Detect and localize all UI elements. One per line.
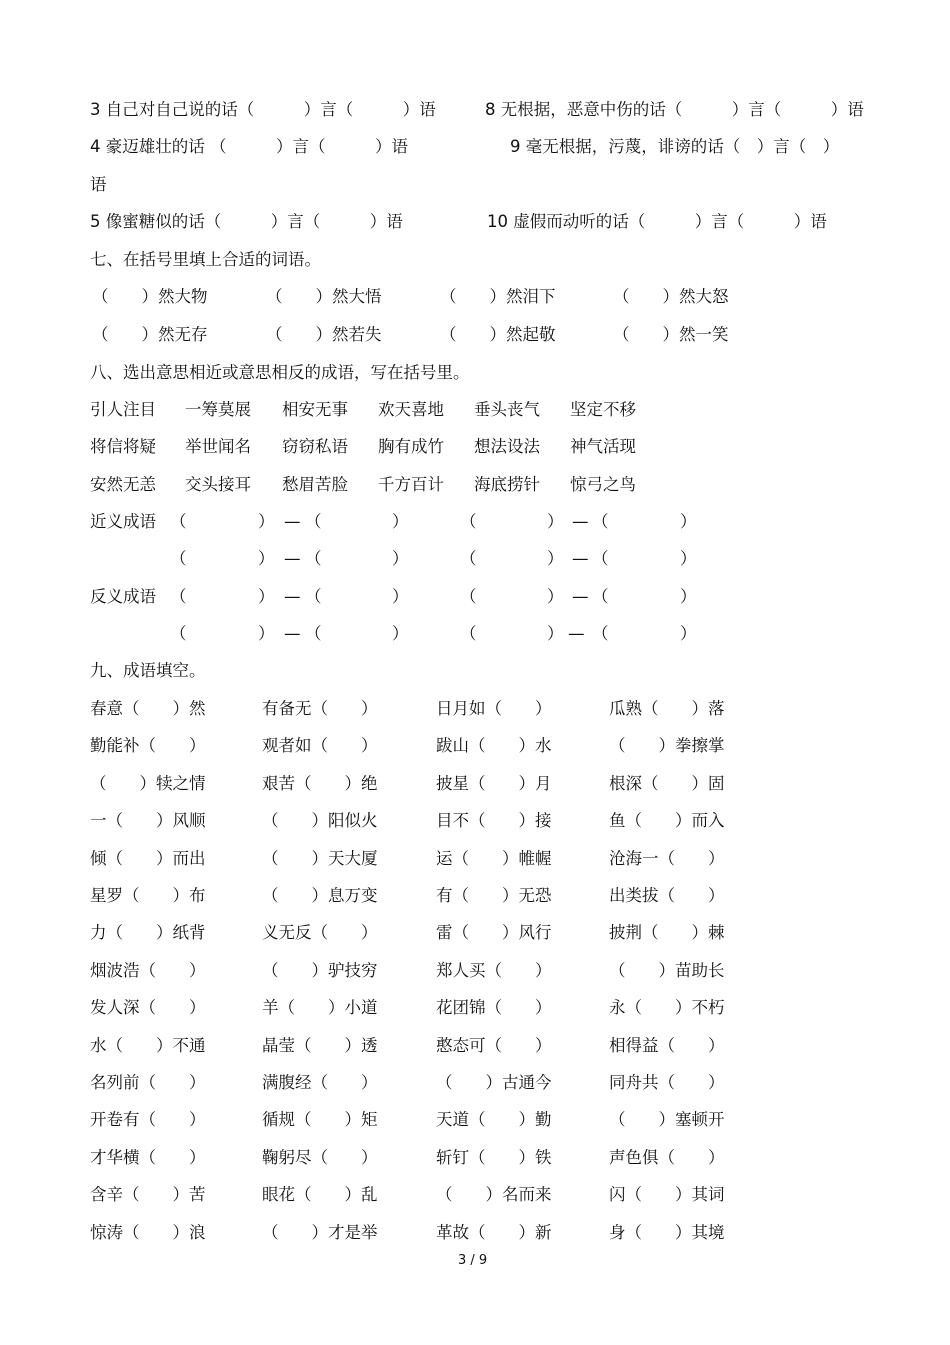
dash: — [284,549,301,568]
close-paren: ） [392,549,409,568]
item-9-wrap: 语 [90,175,107,194]
open-paren: （ [170,624,187,643]
dash: — [284,512,301,531]
idiom-fill-cell: 运（ ）帷幄 [436,849,552,868]
section-8-heading: 八、选出意思相近或意思相反的成语，写在括号里。 [90,363,470,382]
idiom: 将信将疑 [90,437,156,456]
s7-cell: （ ）然一笑 [613,325,729,344]
idiom-fill-cell: （ ）息万变 [262,886,378,905]
dash: — [572,587,589,606]
idiom-fill-cell: （ ）古通今 [436,1073,552,1092]
idiom-fill-cell: （ ）拳擦掌 [609,736,725,755]
idiom-fill-cell: （ ）天大厦 [262,849,378,868]
idiom-fill-cell: 披荆（ ）棘 [609,923,725,942]
close-paren: ） [258,512,275,531]
idiom-fill-cell: 沧海一（ ） [609,849,725,868]
close-paren: ） [680,624,697,643]
close-paren: ） [392,587,409,606]
open-paren: （ [305,549,322,568]
item-3: 3 自己对自己说的话（ ）言（ ）语 [90,100,436,119]
close-paren: ） [680,512,697,531]
idiom-fill-cell: 披星（ ）月 [436,774,552,793]
idiom-fill-cell: 花团锦（ ） [436,998,552,1017]
idiom: 安然无恙 [90,475,156,494]
s7-cell: （ ）然起敬 [440,325,556,344]
open-paren: （ [460,587,477,606]
idiom: 窃窃私语 [282,437,348,456]
idiom-fill-cell: 革故（ ）新 [436,1223,552,1242]
open-paren: （ [460,624,477,643]
item-4: 4 豪迈雄壮的话 （ ）言（ ）语 [90,137,408,156]
dash: — [572,512,589,531]
close-paren: ） [680,549,697,568]
idiom-fill-cell: 目不（ ）接 [436,811,552,830]
idiom: 举世闻名 [185,437,251,456]
open-paren: （ [592,512,609,531]
page-number: 3 / 9 [458,1253,488,1268]
idiom-fill-cell: 郑人买（ ） [436,961,552,980]
idiom-fill-cell: 鱼（ ）而入 [609,811,725,830]
idiom-fill-cell: 艰苦（ ）绝 [262,774,378,793]
idiom-fill-cell: 出类拔（ ） [609,886,725,905]
idiom: 惊弓之鸟 [570,475,636,494]
idiom: 垂头丧气 [474,400,540,419]
synonym-label: 近义成语 [90,512,156,531]
item-10: 10 虚假而动听的话（ ）言（ ）语 [487,212,827,231]
open-paren: （ [170,512,187,531]
idiom-fill-cell: 憨态可（ ） [436,1036,552,1055]
dash-long: — [568,624,585,643]
idiom-fill-cell: 天道（ ）勤 [436,1110,552,1129]
idiom-fill-cell: 鞠躬尽（ ） [262,1148,378,1167]
close-paren: ） [392,624,409,643]
s7-cell: （ ）然无存 [92,325,208,344]
s7-cell: （ ）然大悟 [266,287,382,306]
s7-cell: （ ）然大怒 [613,287,729,306]
idiom-fill-cell: （ ）驴技穷 [262,961,378,980]
idiom: 坚定不移 [570,400,636,419]
idiom: 胸有成竹 [378,437,444,456]
idiom-fill-cell: 惊涛（ ）浪 [90,1223,206,1242]
idiom-fill-cell: 勤能补（ ） [90,736,206,755]
idiom-fill-cell: 永（ ）不朽 [609,998,725,1017]
idiom-fill-cell: 跋山（ ）水 [436,736,552,755]
idiom: 海底捞针 [474,475,540,494]
antonym-label: 反义成语 [90,587,156,606]
close-paren: ） [680,587,697,606]
idiom: 想法设法 [474,437,540,456]
section-7-heading: 七、在括号里填上合适的词语。 [90,250,321,269]
idiom-fill-cell: 眼花（ ）乱 [262,1185,378,1204]
idiom-fill-cell: 才华横（ ） [90,1148,206,1167]
idiom: 愁眉苦脸 [282,475,348,494]
idiom-fill-cell: 满腹经（ ） [262,1073,378,1092]
open-paren: （ [170,549,187,568]
dash: — [284,587,301,606]
idiom-fill-cell: 名列前（ ） [90,1073,206,1092]
close-paren: ） [258,549,275,568]
idiom-fill-cell: 闪（ ）其词 [609,1185,725,1204]
close-paren: ） [547,549,564,568]
open-paren: （ [460,512,477,531]
idiom: 交头接耳 [185,475,251,494]
idiom-fill-cell: （ ）犊之情 [90,774,206,793]
dash: — [284,624,301,643]
idiom: 相安无事 [282,400,348,419]
open-paren: （ [305,512,322,531]
idiom-fill-cell: 开卷有（ ） [90,1110,206,1129]
idiom-fill-cell: 义无反（ ） [262,923,378,942]
idiom-fill-cell: 雷（ ）风行 [436,923,552,942]
idiom-fill-cell: 春意（ ）然 [90,699,206,718]
idiom-fill-cell: 循规（ ）矩 [262,1110,378,1129]
close-paren: ） [547,587,564,606]
idiom-fill-cell: 观者如（ ） [262,736,378,755]
idiom-fill-cell: 一（ ）风顺 [90,811,206,830]
idiom-fill-cell: 晶莹（ ）透 [262,1036,378,1055]
idiom-fill-cell: 日月如（ ） [436,699,552,718]
idiom-fill-cell: 瓜熟（ ）落 [609,699,725,718]
item-8: 8 无根据，恶意中伤的话（ ）言（ ）语 [485,100,864,119]
idiom-fill-cell: 声色俱（ ） [609,1148,725,1167]
idiom-fill-cell: 有备无（ ） [262,699,378,718]
s7-cell: （ ）然大物 [92,287,208,306]
close-paren: ） [392,512,409,531]
open-paren: （ [592,587,609,606]
idiom: 千方百计 [378,475,444,494]
open-paren: （ [592,624,609,643]
idiom-fill-cell: 根深（ ）固 [609,774,725,793]
close-paren: ） [547,624,564,643]
open-paren: （ [305,587,322,606]
idiom-fill-cell: 相得益（ ） [609,1036,725,1055]
idiom-fill-cell: 斩钉（ ）铁 [436,1148,552,1167]
item-5: 5 像蜜糖似的话（ ）言（ ）语 [90,212,403,231]
idiom-fill-cell: （ ）苗助长 [609,961,725,980]
idiom-fill-cell: 含辛（ ）苦 [90,1185,206,1204]
close-paren: ） [258,624,275,643]
idiom: 一筹莫展 [185,400,251,419]
close-paren: ） [258,587,275,606]
open-paren: （ [305,624,322,643]
idiom-fill-cell: （ ）阳似火 [262,811,378,830]
dash: — [572,549,589,568]
s7-cell: （ ）然若失 [266,325,382,344]
open-paren: （ [170,587,187,606]
idiom-fill-cell: 倾（ ）而出 [90,849,206,868]
idiom-fill-cell: 身（ ）其境 [609,1223,725,1242]
idiom-fill-cell: （ ）才是举 [262,1223,378,1242]
idiom: 引人注目 [90,400,156,419]
idiom-fill-cell: （ ）塞顿开 [609,1110,725,1129]
idiom-fill-cell: 发人深（ ） [90,998,206,1017]
idiom-fill-cell: 同舟共（ ） [609,1073,725,1092]
idiom-fill-cell: 水（ ）不通 [90,1036,206,1055]
idiom: 神气活现 [570,437,636,456]
idiom-fill-cell: 有（ ）无恐 [436,886,552,905]
idiom-fill-cell: （ ）名而来 [436,1185,552,1204]
item-9: 9 毫无根据，污蔑，诽谤的话（ ）言（ ） [510,137,840,156]
open-paren: （ [460,549,477,568]
close-paren: ） [547,512,564,531]
idiom-fill-cell: 羊（ ）小道 [262,998,378,1017]
s7-cell: （ ）然泪下 [440,287,556,306]
open-paren: （ [592,549,609,568]
idiom: 欢天喜地 [378,400,444,419]
idiom-fill-cell: 力（ ）纸背 [90,923,206,942]
idiom-fill-cell: 烟波浩（ ） [90,961,206,980]
section-9-heading: 九、成语填空。 [90,661,206,680]
idiom-fill-cell: 星罗（ ）布 [90,886,206,905]
